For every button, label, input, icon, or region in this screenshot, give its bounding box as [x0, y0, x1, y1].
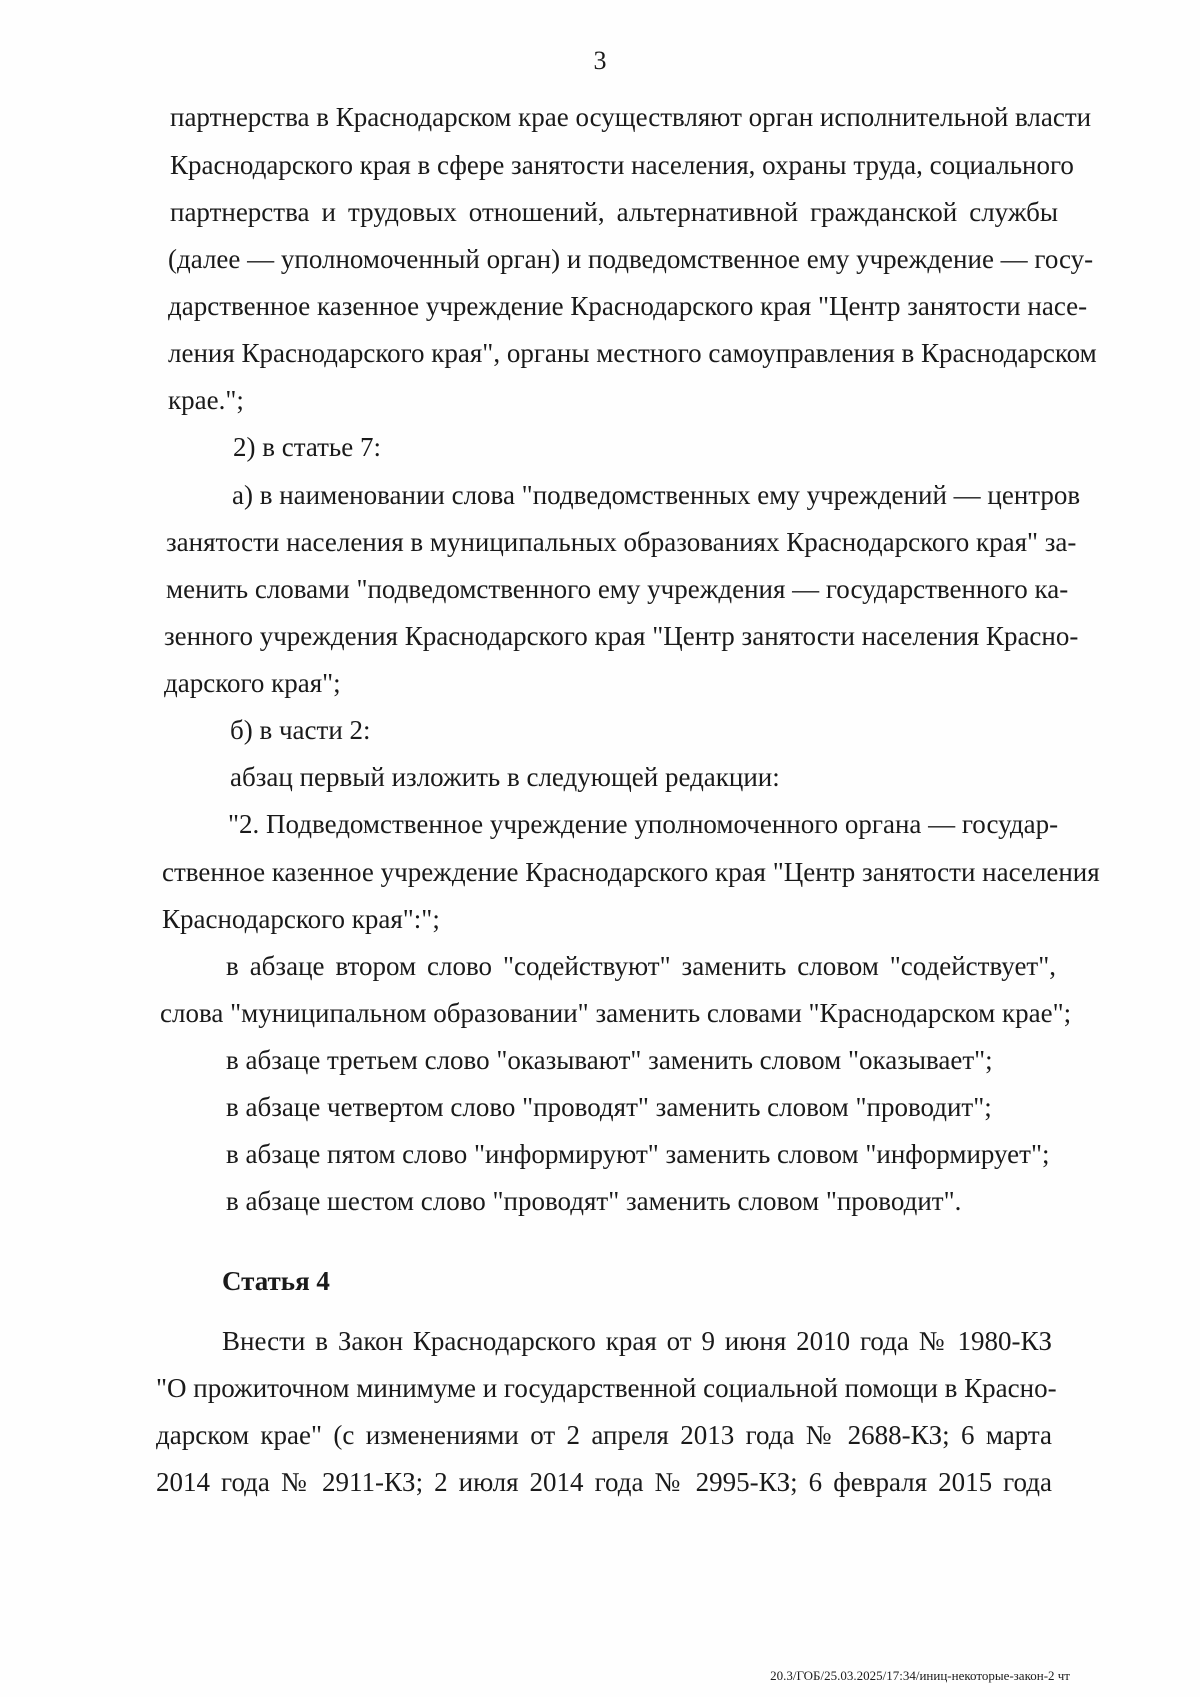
text-line: "О прожиточном минимуме и государственной социальной помощи в Красно- — [156, 1373, 1057, 1403]
text-line: 2014 года № 2911-КЗ; 2 июля 2014 года № 2995-КЗ; 6 февраля 2015 года — [156, 1467, 1052, 1497]
text-line: менить словами "подведомственного ему учреждения — государственного ка- — [166, 574, 1069, 604]
text-line: крае."; — [168, 385, 244, 415]
text-line: 2) в статье 7: — [233, 432, 381, 462]
text-line: ления Краснодарского края", органы местного самоуправления в Краснодарском — [168, 338, 1097, 368]
text-line: а) в наименовании слова "подведомственных ему учреждений — центров — [232, 480, 1081, 510]
text-line: Внести в Закон Краснодарского края от 9 июня 2010 года № 1980-КЗ — [222, 1326, 1052, 1356]
text-line: дарственное казенное учреждение Краснодарского края "Центр занятости насе- — [168, 291, 1088, 321]
text-line: (далее — уполномоченный орган) и подведомственное ему учреждение — госу- — [168, 244, 1094, 274]
text-line: в абзаце третьем слово "оказывают" заменить словом "оказывает"; — [226, 1045, 993, 1075]
text-line: в абзаце втором слово "содействуют" заменить словом "содействует", — [226, 951, 1056, 981]
text-line: слова "муниципальном образовании" заменить словами "Краснодарском крае"; — [160, 998, 1072, 1028]
text-line: партнерства и трудовых отношений, альтернативной гражданской службы — [170, 197, 1058, 227]
text-line: "2. Подведомственное учреждение уполномоченного органа — государ- — [228, 809, 1059, 839]
text-line: зенного учреждения Краснодарского края "Центр занятости населения Красно- — [164, 621, 1079, 651]
text-line: занятости населения в муниципальных образованиях Краснодарского края" за- — [166, 527, 1077, 557]
text-line: абзац первый изложить в следующей редакции: — [230, 762, 780, 792]
article-heading: Статья 4 — [222, 1266, 330, 1296]
text-line: в абзаце пятом слово "информируют" заменить словом "информирует"; — [226, 1139, 1050, 1169]
text-line: ственное казенное учреждение Краснодарского края "Центр занятости населения — [162, 857, 1100, 887]
text-line: в абзаце шестом слово "проводят" заменить словом "проводит". — [226, 1186, 962, 1216]
text-line: в абзаце четвертом слово "проводят" заменить словом "проводит"; — [226, 1092, 992, 1122]
text-line: Краснодарского края":"; — [162, 904, 440, 934]
text-line: Краснодарского края в сфере занятости населения, охраны труда, социального — [170, 150, 1074, 180]
document-footer: 20.3/ГОБ/25.03.2025/17:34/иниц-некоторые-закон-2 чт — [770, 1668, 1070, 1683]
text-line: партнерства в Краснодарском крае осуществляют орган исполнительной власти — [170, 102, 1092, 132]
text-line: б) в части 2: — [230, 715, 371, 745]
text-line: дарском крае" (с изменениями от 2 апреля 2013 года № 2688-КЗ; 6 марта — [156, 1420, 1052, 1450]
page-number: 3 — [593, 46, 607, 75]
text-line: дарского края"; — [164, 668, 341, 698]
